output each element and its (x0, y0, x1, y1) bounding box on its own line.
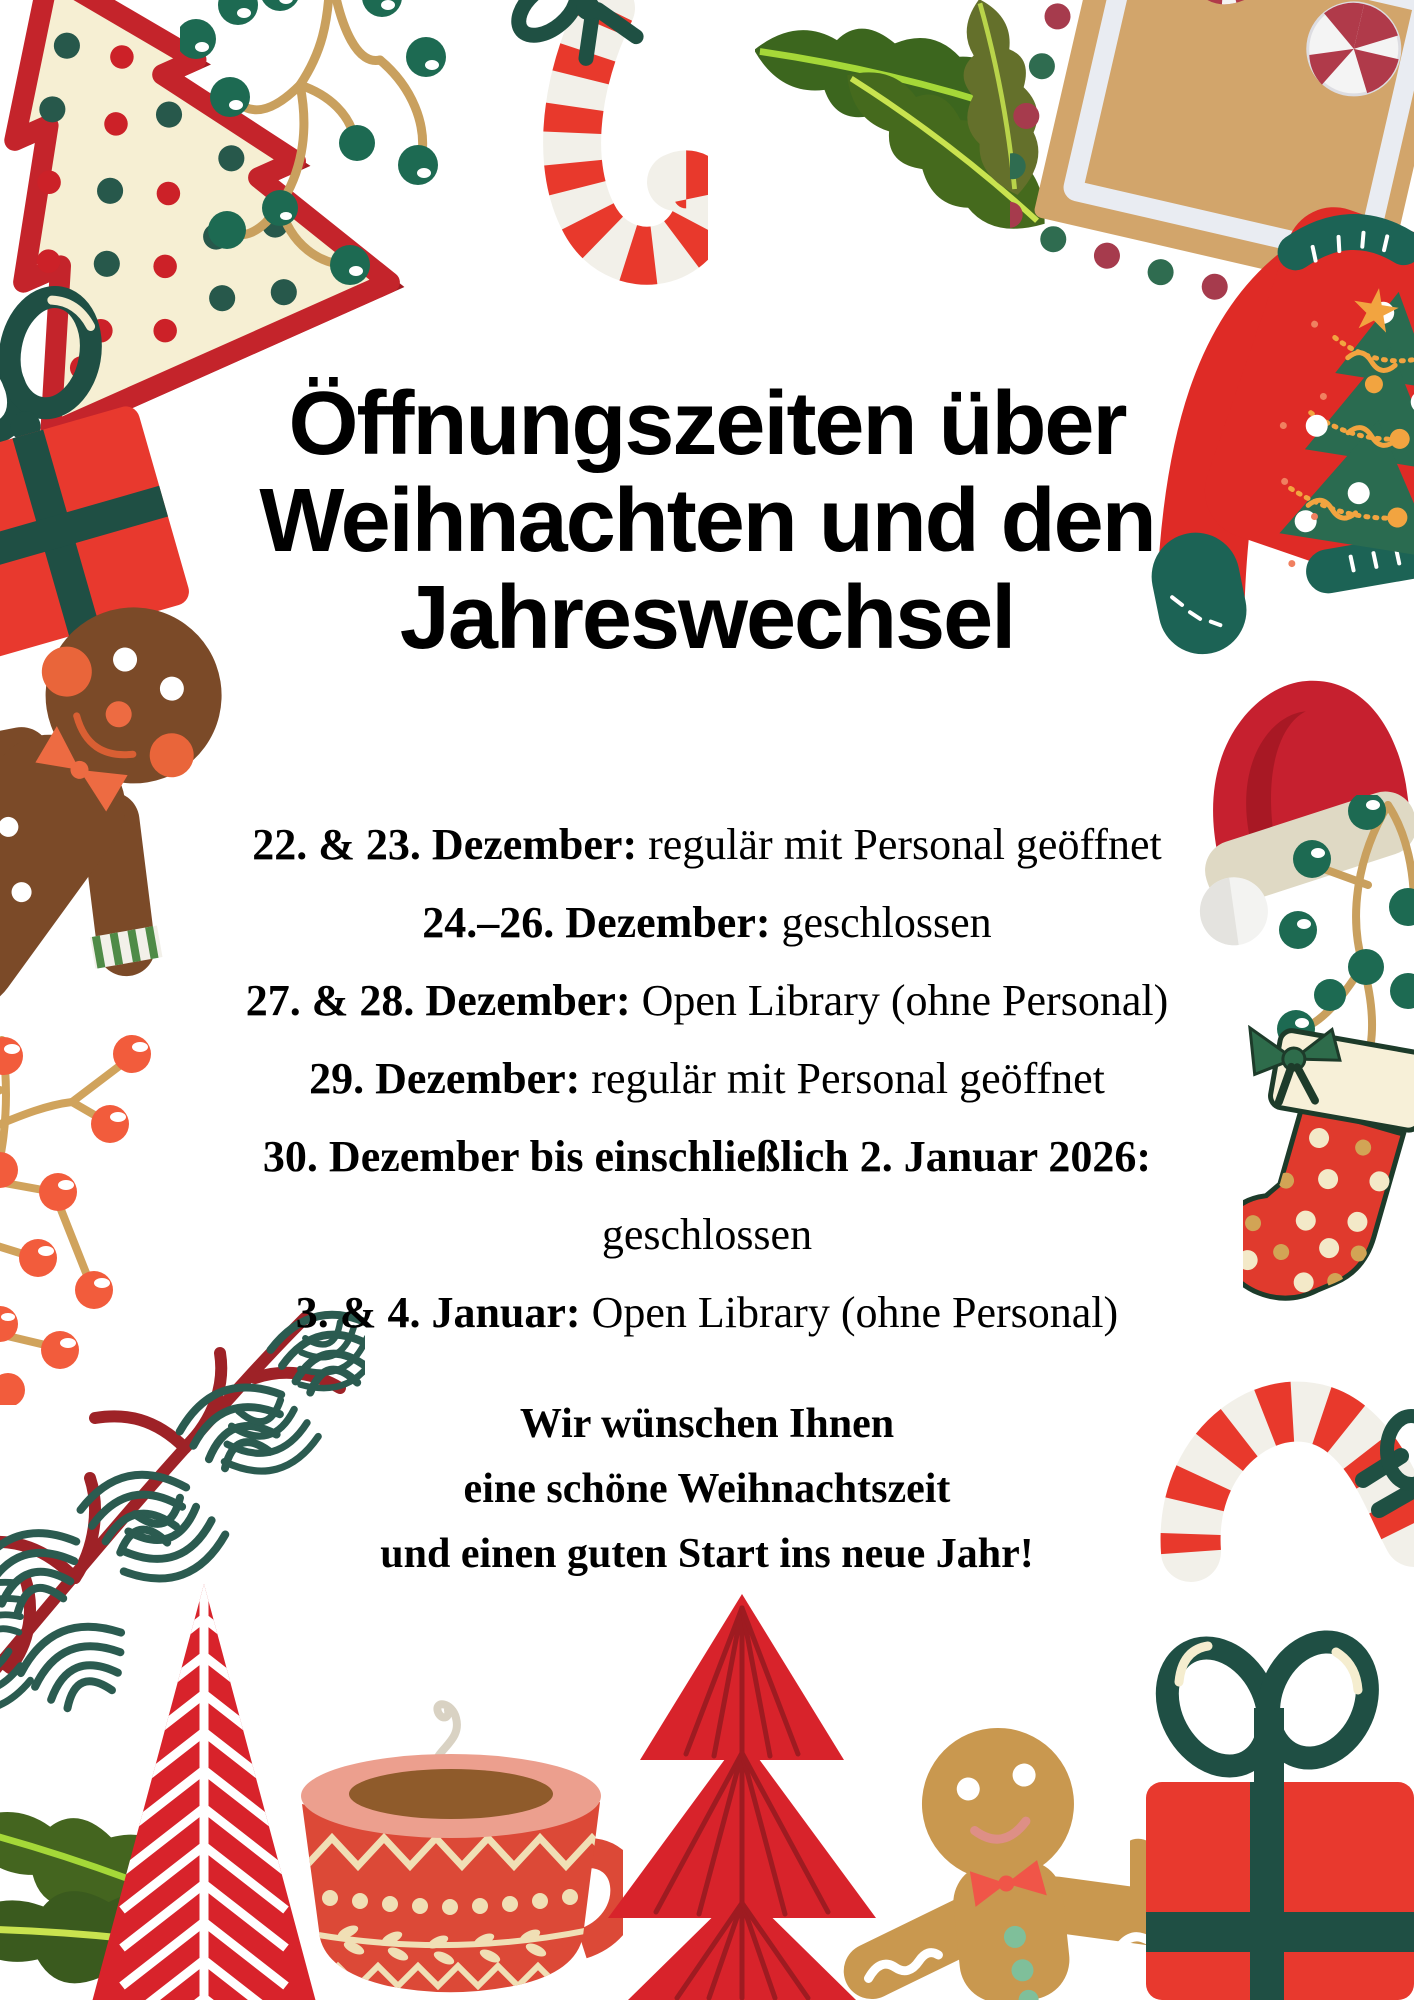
schedule-line: 29. Dezember: regulär mit Personal geöffnet (309, 1054, 1105, 1103)
page-title (0, 376, 1414, 667)
schedule-line: 22. & 23. Dezember: regulär mit Personal geöffnet (252, 820, 1162, 869)
schedule-line: 24.–26. Dezember: geschlossen (422, 898, 992, 947)
schedule-line: 27. & 28. Dezember: Open Library (ohne Personal) (245, 976, 1169, 1025)
closing-message (0, 1392, 1414, 1587)
title-line-1: Öffnungszeiten über (288, 374, 1126, 474)
berry-sprig-icon (180, 0, 470, 295)
opening-hours-schedule (0, 806, 1414, 1352)
gift-box-bottom-icon (1130, 1612, 1414, 2000)
closing-line-1: Wir wünschen Ihnen (519, 1401, 895, 1447)
schedule-line: geschlossen (601, 1210, 813, 1259)
schedule-line: 3. & 4. Januar: Open Library (ohne Personal) (295, 1288, 1119, 1337)
title-line-3: Jahreswechsel (399, 568, 1015, 668)
closing-line-3: und einen guten Start ins neue Jahr! (380, 1531, 1034, 1577)
closing-line-2: eine schöne Weihnachtszeit (463, 1466, 951, 1512)
candy-cane-icon (468, 0, 708, 306)
cocoa-mug-icon (288, 1686, 623, 2000)
title-line-2: Weihnachten und den (259, 471, 1155, 571)
schedule-line: 30. Dezember bis einschließlich 2. Januar 2026: (262, 1132, 1152, 1181)
